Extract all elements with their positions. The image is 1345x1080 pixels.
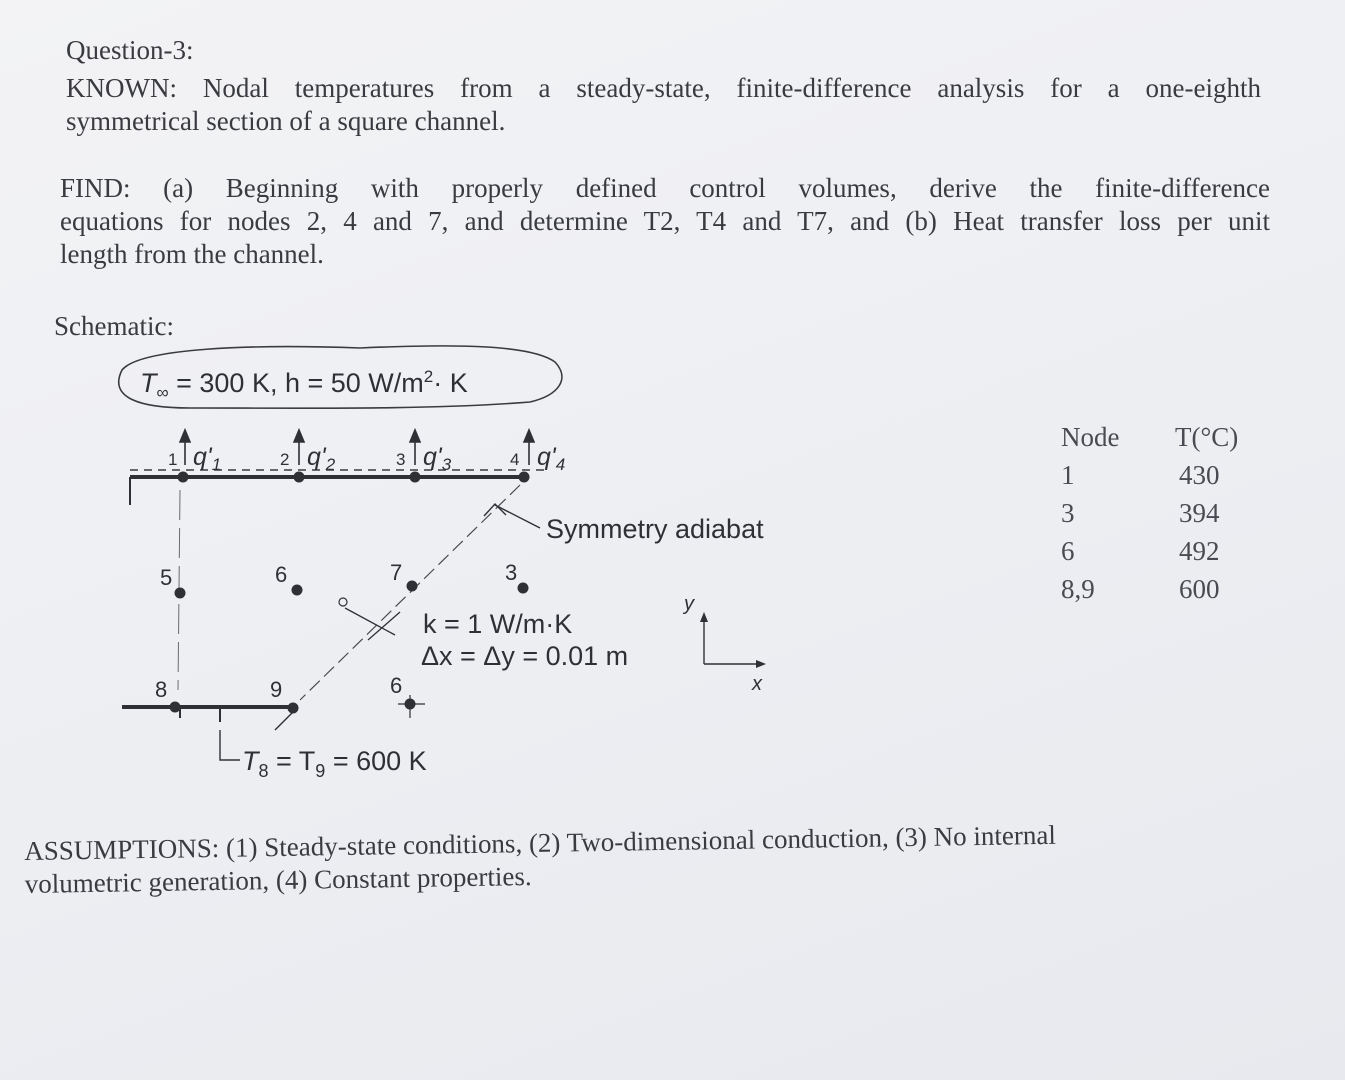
node-7 [407,581,418,592]
node-label-5: 5 [160,565,173,590]
convection-label: $T_\infty = 300$ K, h = 50 $W/m^2\cdot K$ [140,367,468,402]
node-6 [292,585,303,596]
q-label-1: $q'_1$ [193,443,222,474]
conductivity-label: k = 1 W/m·K [423,609,573,639]
find-line-1: FIND: (a) Beginning with properly defined control volumes, derive the finite-difference [60,173,1270,203]
node-label-9: 9 [270,677,283,702]
q-label-node-3: 3 [396,450,406,469]
table-row [1055,532,1299,570]
table-row [1055,570,1299,608]
cell-temperature: 492 [1179,535,1220,566]
known-line-1: KNOWN: Nodal temperatures from a steady-state, finite-difference analysis for a one-eighth [66,73,1261,103]
q-label-node-1: 1 [168,450,178,469]
cell-temperature: 394 [1179,497,1220,528]
heat-flux-arrows [180,430,534,465]
schematic-label: Schematic: [54,311,174,341]
header-temperature: T(°C) [1175,421,1239,452]
symmetry-label: Symmetry adiabat [546,514,764,544]
find-paragraph [60,172,1270,271]
q-label-3: $q'_3$ [423,443,452,474]
node-8 [170,702,181,713]
q-label-node-2: 2 [280,450,290,469]
axis-y-label: y [684,593,694,615]
header-node: Node [1061,421,1120,452]
channel-schematic [100,340,860,800]
assumptions-line-2: volumetric generation, (4) Constant properties. [24,861,532,899]
question-title: Question-3: [66,35,194,65]
table-row [1055,494,1299,532]
table-header [1055,418,1299,456]
node-4 [519,472,530,483]
known-paragraph [66,72,1261,138]
cell-node: 8,9 [1061,573,1095,604]
node-label-6-inset: 6 [390,673,403,698]
find-line-2: equations for nodes 2, 4 and 7, and determine T2, T4 and T7, and (b) Heat transfer loss per unit [60,206,1270,236]
node-label-6: 6 [275,562,288,587]
assumptions-paragraph [24,815,1325,901]
node-5 [175,588,186,599]
node-label-8: 8 [155,677,168,702]
node-label-3-inset: 3 [505,560,518,585]
node-2 [294,472,305,483]
q-label-4: $q'_4$ [537,443,566,474]
known-line-2: symmetrical section of a square channel. [66,106,506,136]
cell-temperature: 430 [1179,459,1220,490]
node-temperature-table [1055,418,1299,608]
q-label-2: $q'_2$ [307,443,336,474]
cell-node: 1 [1061,459,1075,490]
cell-node: 6 [1061,535,1075,566]
q-label-node-4: 4 [510,450,520,469]
node-1 [178,472,189,483]
symmetry-pointer [495,505,540,528]
axis-x-label: x [752,673,762,695]
assumptions-line-1: ASSUMPTIONS: (1) Steady-state conditions, (2) Two-dimensional conduction, (3) No internal [24,819,1057,866]
node-3-inset [518,583,529,594]
table-row [1055,456,1299,494]
find-line-3: length from the channel. [60,239,324,269]
base-temperature-label: $T_8 = T_9 = 600$ K [242,746,427,781]
cell-temperature: 600 [1179,573,1220,604]
node-label-7: 7 [390,560,403,585]
grid-spacing-label: Δx = Δy = 0.01 m [421,641,629,671]
node-3 [410,472,421,483]
cell-node: 3 [1061,497,1075,528]
